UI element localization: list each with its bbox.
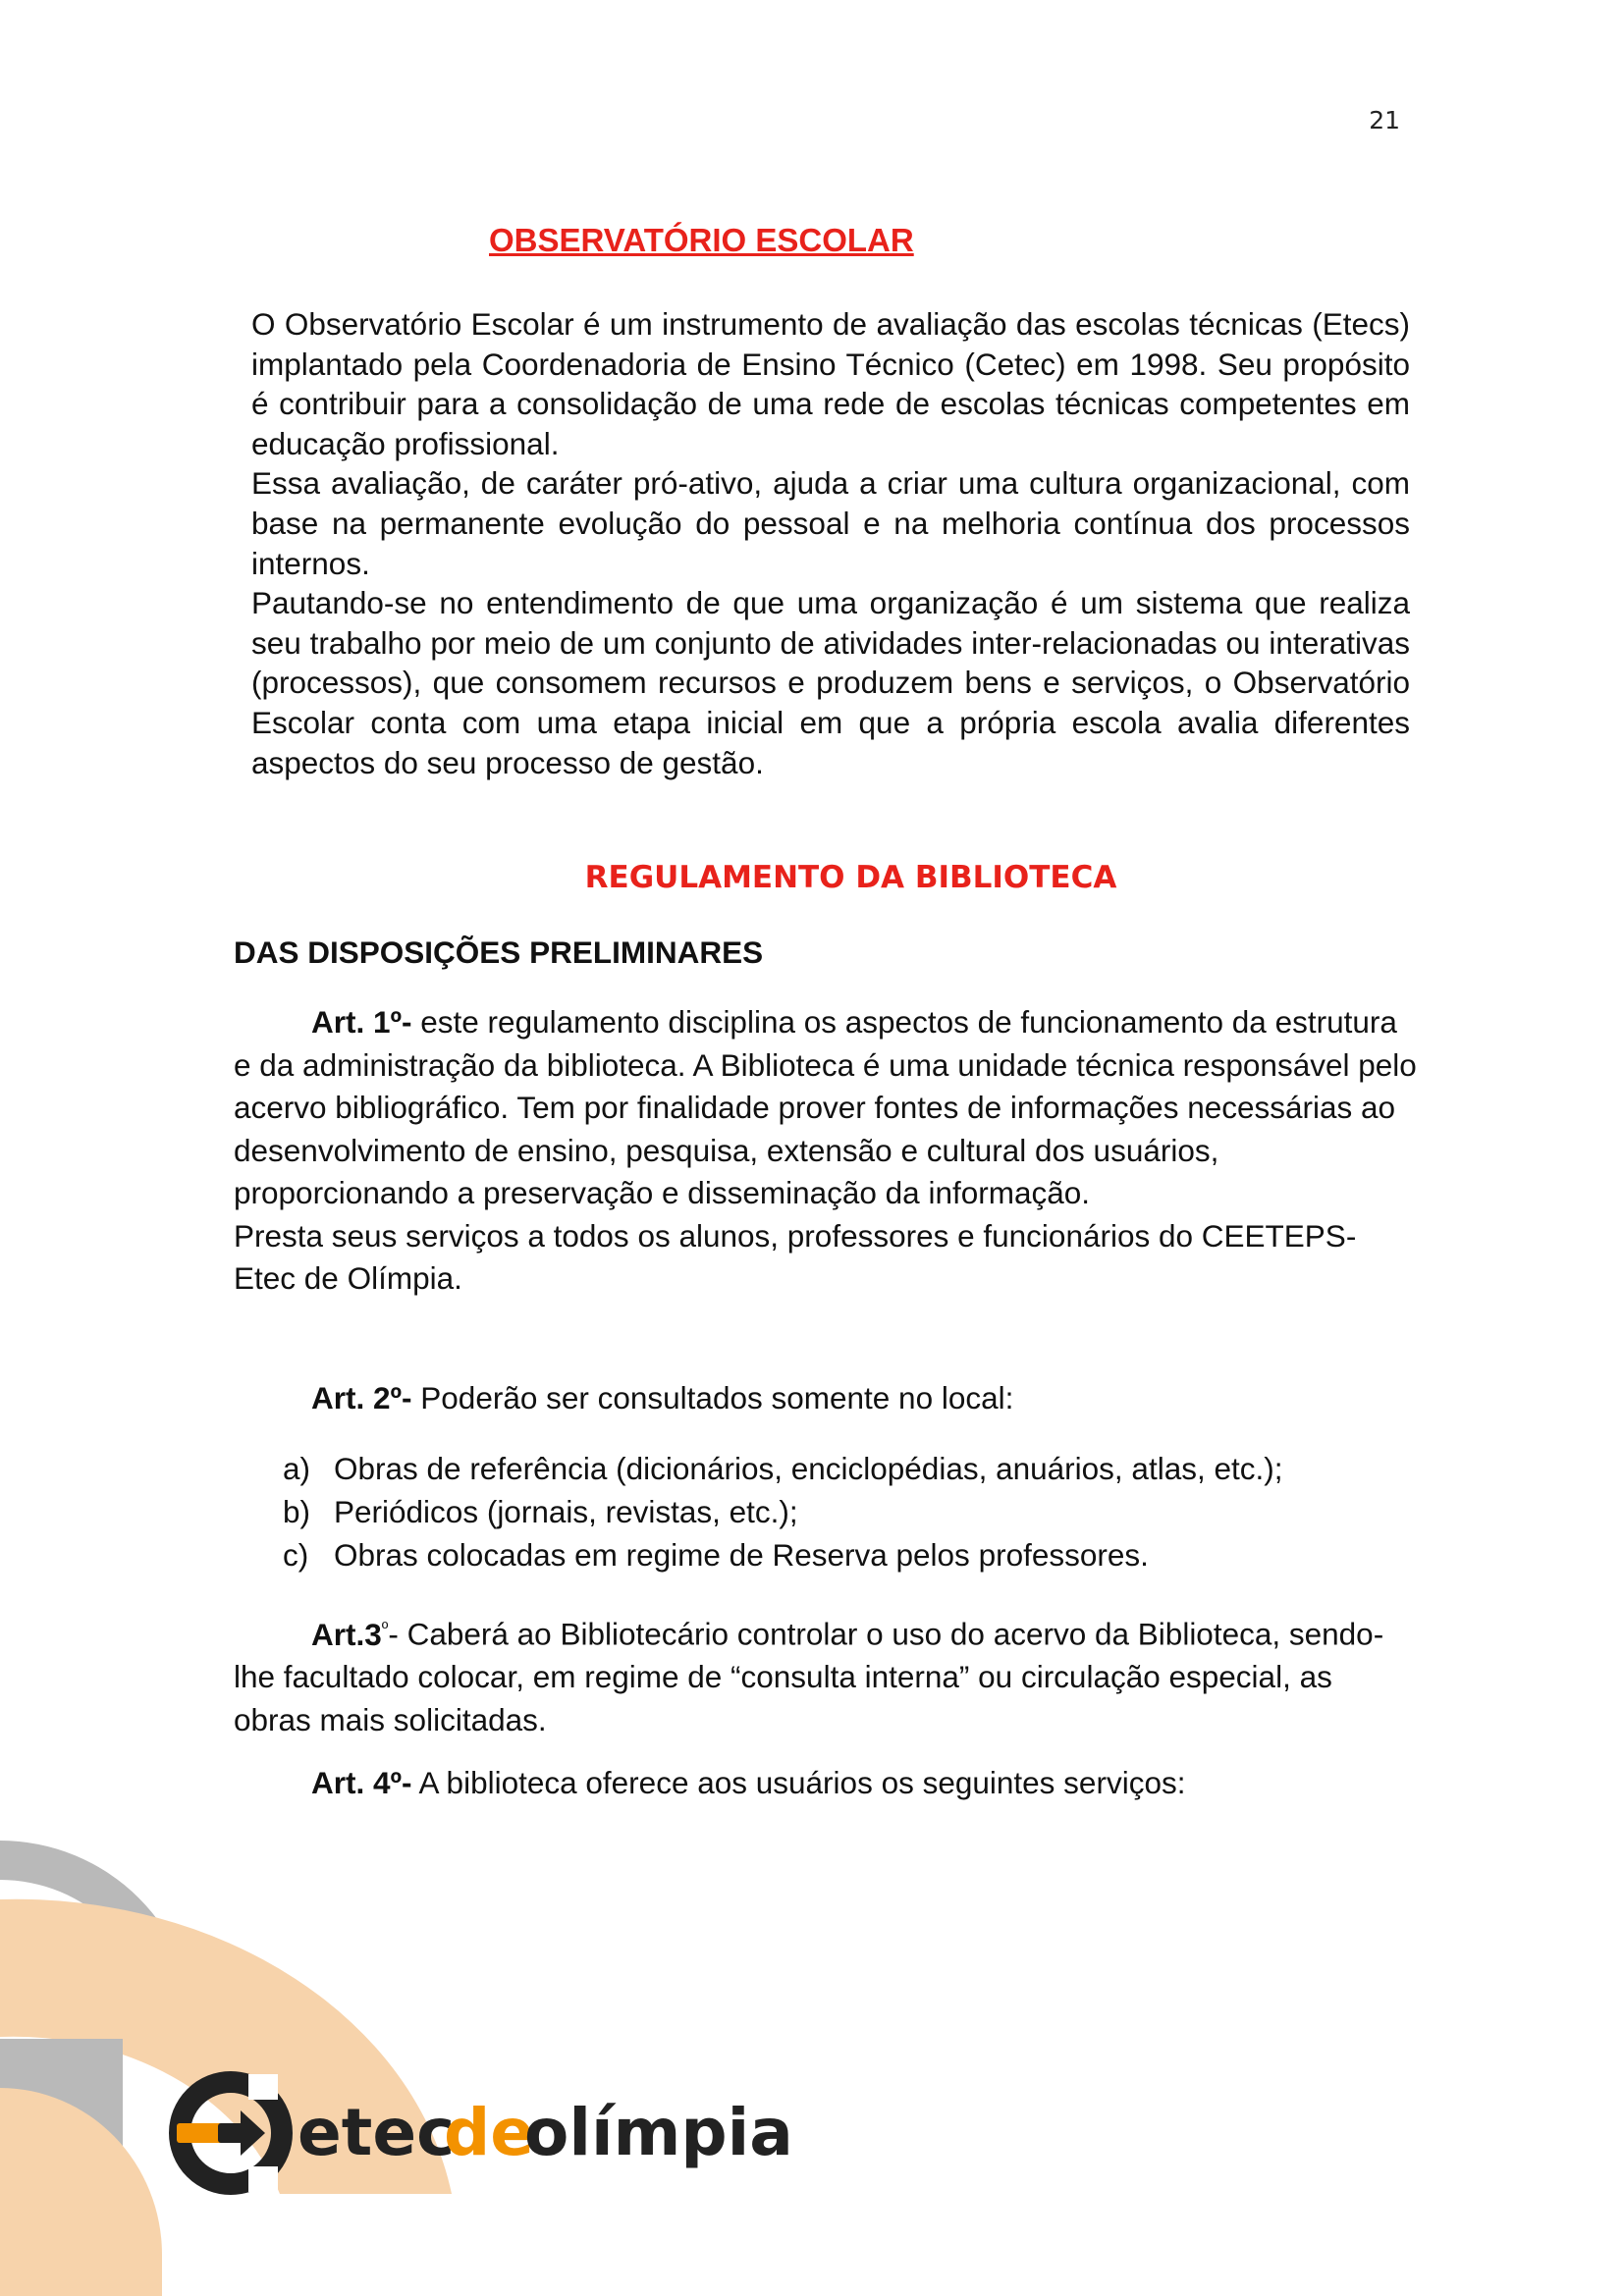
section-heading: DAS DISPOSIÇÕES PRELIMINARES	[234, 934, 764, 970]
article-4	[234, 1762, 1417, 1805]
list-item-text: Periódicos (jornais, revistas, etc.);	[334, 1494, 798, 1529]
list-item-text: Obras de referência (dicionários, enciclopédias, anuários, atlas, etc.);	[334, 1451, 1283, 1486]
svg-text:olímpia: olímpia	[524, 2095, 793, 2170]
list-item-text: Obras colocadas em regime de Reserva pelos professores.	[334, 1537, 1149, 1573]
observatorio-paragraph-3: Pautando-se no entendimento de que uma organização é um sistema que realiza seu trabalho por meio de um conjunto de atividades inter-relacionadas ou interativas (processos), que consomem recursos e produzem bens e serviços, o Observatório Escolar conta com uma etapa inicial em que a própria escola avalia diferentes aspectos do seu processo de gestão.	[251, 585, 1410, 780]
article-3-text: - Caberá ao Bibliotecário controlar o uso do acervo da Biblioteca, sendo-lhe facultado colocar, em regime de “consulta interna” ou circulação especial, as obras mais solicitadas.	[234, 1616, 1384, 1737]
article-2	[234, 1377, 1417, 1420]
observatorio-paragraph-1: O Observatório Escolar é um instrumento de avaliação das escolas técnicas (Etecs) implantado pela Coordenadoria de Ensino Técnico (Cetec) em 1998. Seu propósito é contribuir para a consolidação de uma rede de escolas técnicas competentes em educação profissional.	[251, 306, 1410, 461]
article-3	[234, 1607, 1417, 1741]
article-1-text-2: Presta seus serviços a todos os alunos, professores e funcionários do CEETEPS-Etec de Olímpia.	[234, 1217, 1357, 1296]
article-3-label: $Art.3^º$	[311, 1616, 389, 1652]
article-2-text: Poderão ser consultados somente no local:	[411, 1380, 1014, 1415]
article-2-list	[283, 1447, 1283, 1576]
list-item	[283, 1533, 1283, 1576]
logo-wordmark	[298, 2095, 793, 2170]
list-marker: c)	[283, 1537, 309, 1573]
article-1-label: Art. 1º-	[311, 1004, 412, 1040]
etec-olimpia-logo	[0, 1821, 793, 2296]
article-4-text: A biblioteca oferece aos usuários os seguintes serviços:	[411, 1765, 1186, 1800]
svg-text:etec: etec	[298, 2095, 456, 2170]
article-1-text: este regulamento disciplina os aspectos de funcionamento da estrutura e da administração da biblioteca. A Biblioteca é uma unidade técnica responsável pelo acervo bibliográfico. Tem por finalidade prover fontes de informações necessárias ao desenvolvimento de ensino, pesquisa, extensão e cultural dos usuários, proporcionando a preservação e disseminação da informação.	[234, 1004, 1417, 1210]
list-marker: b)	[283, 1494, 311, 1529]
regulamento-title: REGULAMENTO DA BIBLIOTECA	[584, 860, 1117, 895]
list-item	[283, 1447, 1283, 1490]
svg-text:de: de	[444, 2095, 535, 2170]
article-2-label: Art. 2º-	[311, 1380, 412, 1415]
list-marker: a)	[283, 1451, 311, 1486]
article-1	[234, 1001, 1417, 1301]
article-4-label: Art. 4º-	[311, 1765, 412, 1800]
observatorio-title: OBSERVATÓRIO ESCOLAR	[489, 222, 914, 258]
observatorio-paragraph-2: Essa avaliação, de caráter pró-ativo, ajuda a criar uma cultura organizacional, com base na permanente evolução do pessoal e na melhoria contínua dos processos internos.	[251, 465, 1410, 581]
observatorio-body	[251, 304, 1410, 782]
page-number: 21	[1369, 106, 1400, 134]
list-item	[283, 1490, 1283, 1533]
